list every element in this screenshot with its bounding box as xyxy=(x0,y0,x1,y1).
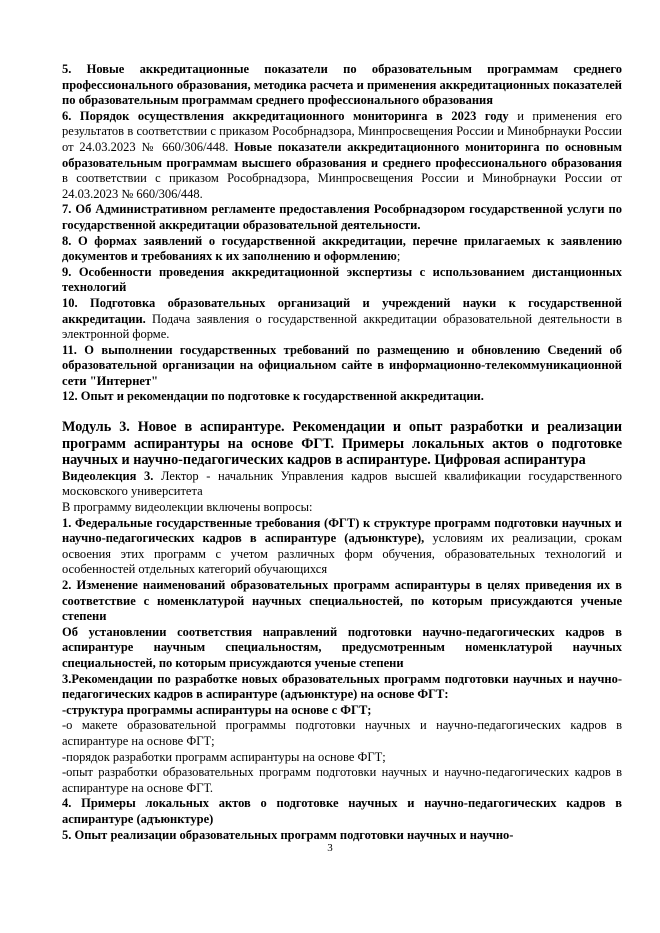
bold-text: 1. Федеральные государственные требования (ФГТ) к структуре программ подготовки научных и научно-педагогических кадров в аспирантуре (адъюнктуре), xyxy=(62,515,622,546)
paragraph xyxy=(62,828,622,844)
text: и применения его результатов в соответствии с приказом Рособрнадзора, Минпросвещения России и Минобрнауки России от 24.03.2023 № 660/306/448. xyxy=(62,108,622,154)
bold-text: 11. О выполнении государственных требований по размещению и обновлению Сведений об образовательной организации на официальном сайте в информационно-телекоммуникационной сети "Интернет" xyxy=(62,342,622,388)
bold-text: 8. О формах заявлений о государственной аккредитации, перечне прилагаемых к заявлению документов и требованиях к их заполнению и оформлению xyxy=(62,233,622,264)
paragraph xyxy=(62,750,622,766)
paragraph xyxy=(62,578,622,625)
paragraph xyxy=(62,796,622,827)
paragraph xyxy=(62,109,622,203)
paragraph xyxy=(62,469,622,500)
paragraph xyxy=(62,234,622,265)
bold-text: 5. Опыт реализации образовательных программ подготовки научных и научно- xyxy=(62,827,514,842)
module-3-content-list xyxy=(62,469,622,843)
bold-text: -структура программы аспирантуры на основе с ФГТ; xyxy=(62,702,372,717)
paragraph xyxy=(62,765,622,796)
bold-text: 2. Изменение наименований образовательных программ аспирантуры в целях приведения их в соответствие с номенклатурой научных специальностей, по которым присуждаются ученые степени xyxy=(62,578,622,624)
paragraph xyxy=(62,516,622,578)
paragraph xyxy=(62,703,622,719)
text: -опыт разработки образовательных программ подготовки научных и научно-педагогических кадров в аспирантуре на основе ФГТ. xyxy=(62,765,622,795)
paragraph xyxy=(62,718,622,749)
bold-text: 6. Порядок осуществления аккредитационного мониторинга в 2023 году xyxy=(62,108,509,123)
text: В программу видеолекции включены вопросы: xyxy=(62,500,313,515)
text: -порядок разработки программ аспирантуры на основе ФГТ; xyxy=(62,749,386,764)
paragraph xyxy=(62,202,622,233)
page-number: 3 xyxy=(327,842,333,854)
module-2-topics-list xyxy=(62,62,622,405)
bold-text: Видеолекция 3. xyxy=(62,468,154,483)
bold-text: 9. Особенности проведения аккредитационной экспертизы с использованием дистанционных технологий xyxy=(62,264,622,295)
paragraph xyxy=(62,389,622,405)
bold-text: 5. Новые аккредитационные показатели по образовательным программам среднего профессионального образования, методика расчета и применения аккредитационных показателей по образовательным программам среднего профессионального образования xyxy=(62,62,622,108)
text: Лектор - начальник Управления кадров высшей квалификации государственного московского университета xyxy=(62,468,622,499)
text: условиям их реализации, срокам освоения этих программ с учетом различных форм обучения, образовательных технологий и особенностей отдельных категорий обучающихся xyxy=(62,531,622,577)
paragraph xyxy=(62,296,622,343)
bold-text: Новые показатели аккредитационного мониторинга по основным образовательным программам высшего образования и среднего профессионального образования xyxy=(62,139,622,170)
bold-text: 4. Примеры локальных актов о подготовке научных и научно-педагогических кадров в аспирантуре (адъюнктуре) xyxy=(62,796,622,826)
text: ; xyxy=(396,249,401,264)
text: в соответствии с приказом Рособрнадзора, Минпросвещения России и Минобрнауки России от 24.03.2023 № 660/306/448. xyxy=(62,171,622,201)
paragraph xyxy=(62,500,622,516)
bold-text: 10. Подготовка образовательных организаций и учреждений науки к государственной аккредитации. xyxy=(62,295,622,326)
paragraph xyxy=(62,625,622,672)
document-page xyxy=(62,62,622,843)
paragraph xyxy=(62,672,622,703)
bold-text: 12. Опыт и рекомендации по подготовке к государственной аккредитации. xyxy=(62,389,484,404)
paragraph xyxy=(62,62,622,109)
paragraph xyxy=(62,343,622,390)
module-3-title: Модуль 3. Новое в аспирантуре. Рекомендации и опыт разработки и реализации программ аспирантуры на основе ФГТ. Примеры локальных актов о подготовке научных и научно-педагогических кадров в аспирантуре. Цифровая аспирантура xyxy=(62,419,622,469)
paragraph xyxy=(62,265,622,296)
bold-text: 3.Рекомендации по разработке новых образовательных программ подготовки научных и научно-педагогических кадров в аспирантуре (адъюнктуре) на основе ФГТ: xyxy=(62,671,622,702)
text: -о макете образовательной программы подготовки научных и научно-педагогических кадров в аспирантуре на основе ФГТ; xyxy=(62,718,622,748)
bold-text: Об установлении соответствия направлений подготовки научно-педагогических кадров в аспирантуре научным специальностям, предусмотренным номенклатурой научных специальностей, по которым присуждаются ученые степени xyxy=(62,624,622,670)
bold-text: 7. Об Административном регламенте предоставления Рособрнадзором государственной услуги по государственной аккредитации образовательной деятельности. xyxy=(62,202,622,232)
text: Подача заявления о государственной аккредитации образовательной деятельности в электронной форме. xyxy=(62,311,622,342)
